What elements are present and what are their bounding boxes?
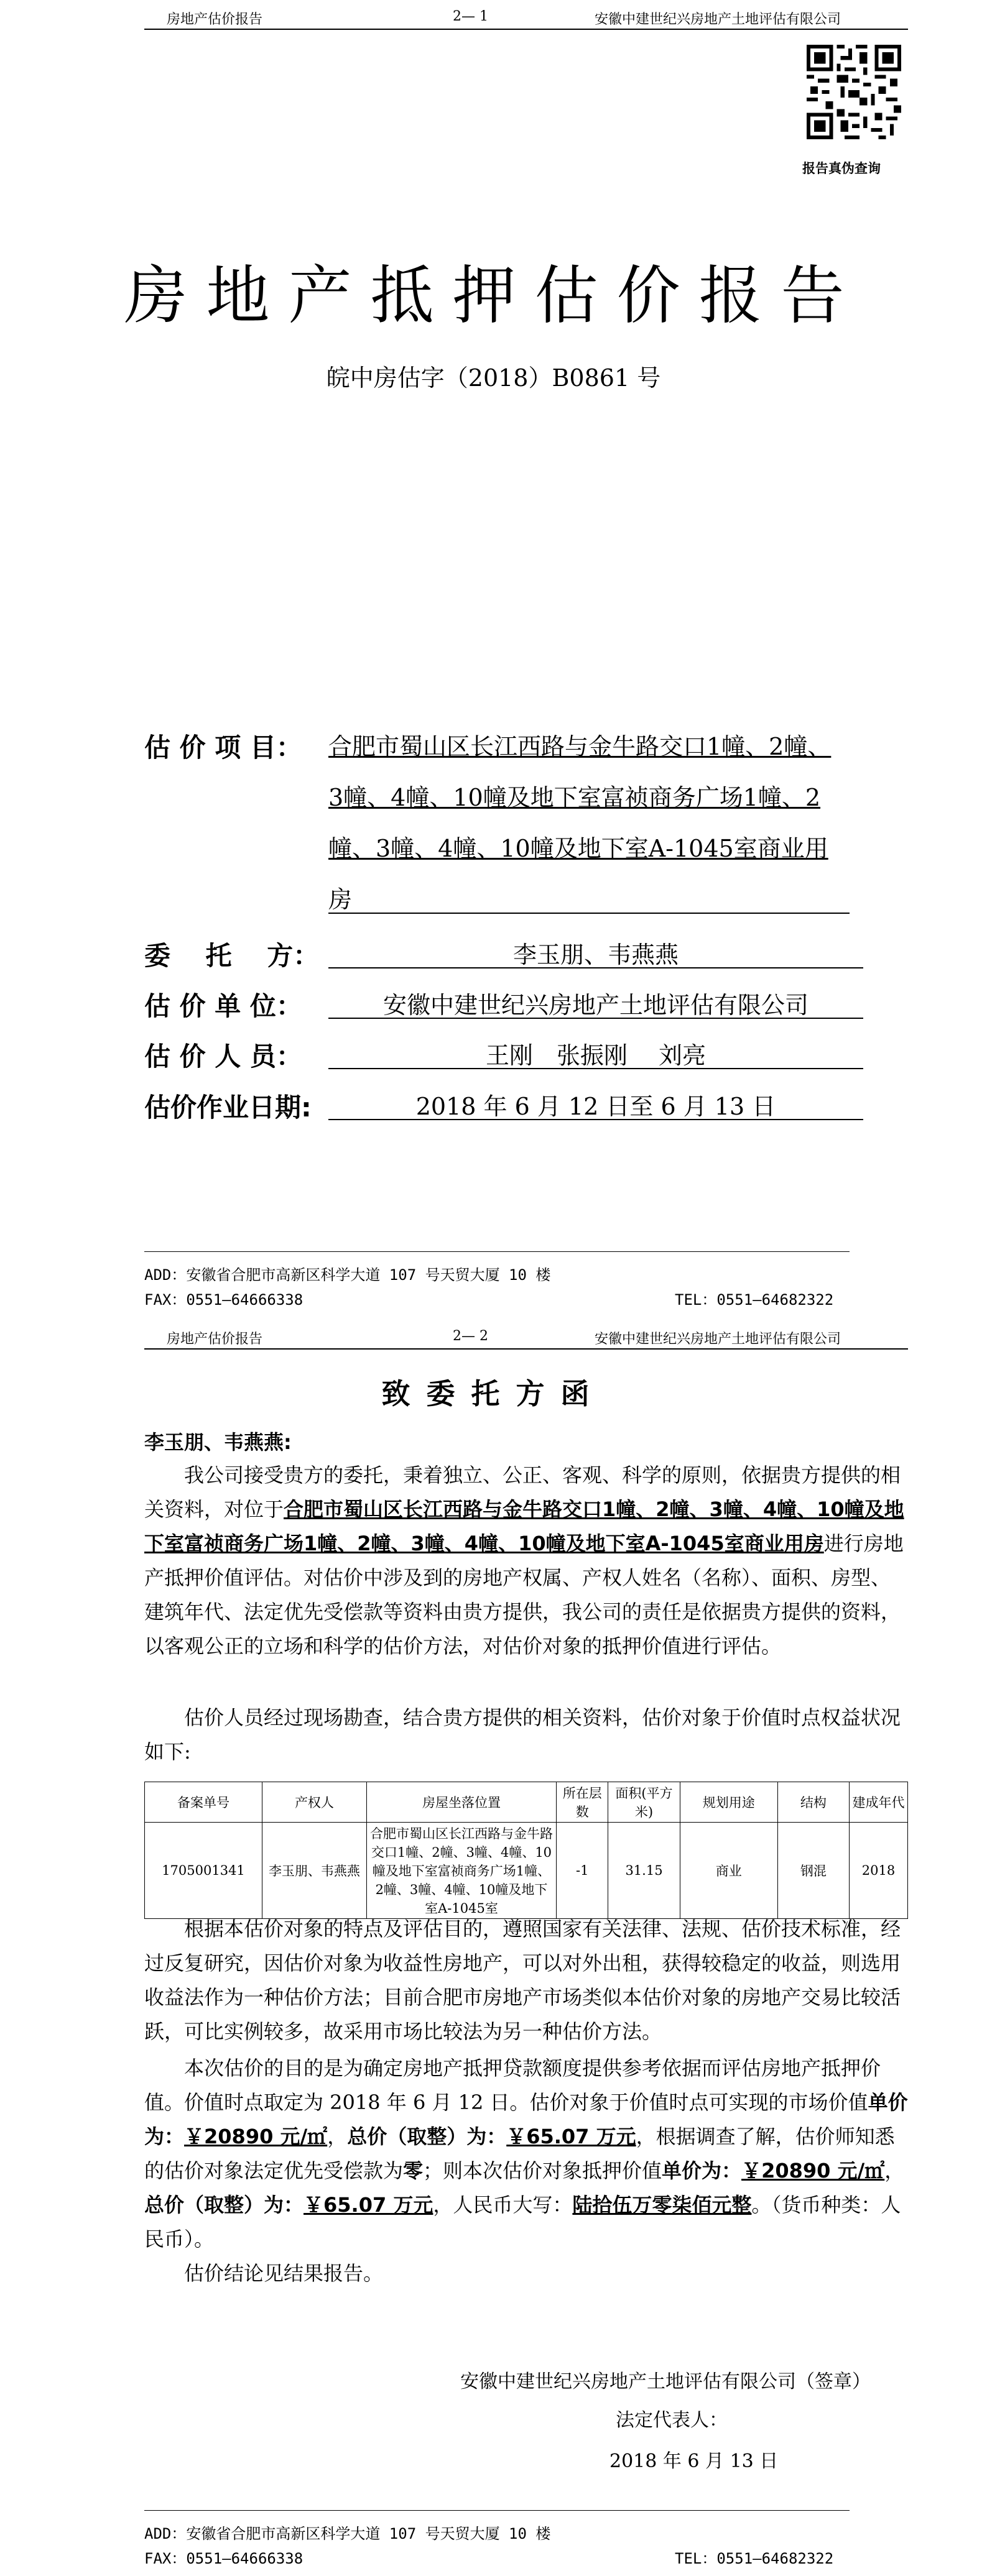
paragraph-4: 本次估价的目的是为确定房地产抵押贷款额度提供参考依据而评估房地产抵押价值。价值时点取定为 2018 年 6 月 12 日。估价对象于价值时点可实现的市场价值单价为：￥20890 元/㎡，总价（取整）为：￥65.07 万元，根据调查了解，估价师知悉的估价对象法定优先受偿款为零；则本次估价对象抵押价值单价为：￥20890 元/㎡，总价（取整）为：￥65.07 万元，人民币大写：陆拾伍万零柒佰元整。（货币种类：人民币）。 (144, 2056, 908, 2251)
footer-address: ADD：安徽省合肥市高新区科学大道 107 号天贸大厦 10 楼 (144, 1266, 551, 1284)
signature-date: 2018 年 6 月 13 日 (609, 2450, 779, 2472)
property-location: 合肥市蜀山区长江西路与金牛路交口1幢、2幢、3幢、4幢、10幢及地下室富祯商务广场1幢、2幢、3幢、4幢、10幢及地下室A-1045室商业用房 (144, 1497, 904, 1555)
total-price: ￥65.07 万元 (506, 2125, 636, 2148)
work-date-label: 估价作业日期: (144, 1092, 312, 1123)
date-underline (328, 1119, 863, 1120)
report-number: 皖中房估字（2018）B0861 号 (326, 364, 661, 392)
cell-floor: -1 (557, 1823, 608, 1919)
footer-fax: FAX：0551—64666338 (144, 2550, 304, 2567)
cell-area: 31.15 (608, 1823, 680, 1919)
staff-underline (328, 1068, 863, 1069)
col-header: 所在层数 (557, 1782, 608, 1823)
cell-structure: 钢混 (777, 1823, 849, 1919)
col-header: 规划用途 (680, 1782, 777, 1823)
mortgage-unit-price: ￥20890 元/㎡ (741, 2159, 885, 2183)
page1-header-right: 安徽中建世纪兴房地产土地评估有限公司 (595, 12, 841, 27)
paragraph-2: 估价人员经过现场勘查，结合贵方提供的相关资料，估价对象于价值时点权益状况如下: (144, 1706, 901, 1764)
page2-header-page: 2— 2 (453, 1328, 488, 1344)
unit-price: ￥20890 元/㎡ (184, 2125, 328, 2148)
project-label: 估 价 项 目： (144, 732, 302, 763)
footer-rule (144, 2510, 850, 2511)
paragraph-3: 根据本估价对象的特点及评估目的，遵照国家有关法律、法规、估价技术标准，经过反复研究，因估价对象为收益性房地产，可以对外出租，获得较稳定的收益，则选用收益法作为一种估价方法；目前合肥市房地产市场类似本估价对象的房地产交易比较活跃，可比实例较多，故采用市场比较法为另一种估价方法。 (144, 1917, 901, 2043)
client-label: 委 托 方： (144, 941, 320, 971)
project-line: 合肥市蜀山区长江西路与金牛路交口1幢、2幢、 (328, 733, 832, 760)
cell-location: 合肥市蜀山区长江西路与金牛路交口1幢、2幢、3幢、4幢、10幢及地下室富祯商务广场1幢、2幢、3幢、4幢、10幢及地下室A-1045室 (366, 1823, 556, 1919)
client-underline (328, 967, 863, 968)
salutation: 李玉朋、韦燕燕: (144, 1430, 292, 1454)
page2-header-left: 房地产估价报告 (167, 1332, 263, 1347)
project-line: 房 (328, 886, 353, 913)
col-header: 备案单号 (145, 1782, 262, 1823)
cell-year: 2018 (849, 1823, 907, 1919)
footer-tel: TEL：0551—64682322 (675, 2550, 834, 2567)
footer-fax: FAX：0551—64666338 (144, 1291, 304, 1309)
appraiser-staff-value: 王刚 张振刚 刘亮 (485, 1042, 707, 1069)
header-rule (144, 29, 908, 30)
footer-address: ADD：安徽省合肥市高新区科学大道 107 号天贸大厦 10 楼 (144, 2525, 551, 2542)
footer-tel: TEL：0551—64682322 (675, 1291, 834, 1309)
col-header: 产权人 (262, 1782, 367, 1823)
client-value: 李玉朋、韦燕燕 (512, 941, 679, 968)
project-line: 3幢、4幢、10幢及地下室富祯商务广场1幢、2 (328, 784, 821, 811)
table-header-row (145, 1782, 908, 1823)
qr-verify-label: 报告真伪查询 (802, 161, 881, 176)
footer-rule (144, 1251, 850, 1252)
table-row (145, 1823, 908, 1919)
project-underline (328, 913, 850, 914)
mortgage-total-price: ￥65.07 万元 (304, 2193, 433, 2217)
col-header: 房屋坐落位置 (366, 1782, 556, 1823)
appraiser-staff-label: 估 价 人 员： (144, 1041, 302, 1072)
signature-company: 安徽中建世纪兴房地产土地评估有限公司（签章） (460, 2371, 871, 2393)
work-date-value: 2018 年 6 月 12 日至 6 月 13 日 (415, 1093, 776, 1120)
letter-title: 致委托方函 (381, 1377, 606, 1410)
property-table (144, 1782, 908, 1919)
header-rule (144, 1348, 908, 1350)
qr-code-icon[interactable] (807, 45, 901, 139)
page1-header-left: 房地产估价报告 (167, 12, 263, 27)
report-title: 房地产抵押估价报告 (124, 259, 863, 333)
appraiser-unit-label: 估 价 单 位： (144, 991, 302, 1021)
appraiser-unit-value: 安徽中建世纪兴房地产土地评估有限公司 (382, 991, 809, 1019)
col-header: 结构 (777, 1782, 849, 1823)
cell-record-no: 1705001341 (145, 1823, 262, 1919)
signature-legal-rep: 法定代表人： (616, 2409, 728, 2431)
paragraph-5: 估价结论见结果报告。 (184, 2261, 384, 2285)
page1-header-page: 2— 1 (453, 9, 488, 24)
col-header: 建成年代 (849, 1782, 907, 1823)
unit-underline (328, 1018, 863, 1019)
paragraph-1: 我公司接受贵方的委托，秉着独立、公正、客观、科学的原则，依据贵方提供的相关资料，对位于合肥市蜀山区长江西路与金牛路交口1幢、2幢、3幢、4幢、10幢及地下室富祯商务广场1幢、2幢、3幢、4幢、10幢及地下室A-1045室商业用房进行房地产抵押价值评估。对估价中涉及到的房地产权属、产权人姓名（名称）、面积、房型、建筑年代、法定优先受偿款等资料由贵方提供，我公司的责任是依据贵方提供的资料，以客观公正的立场和科学的估价方法，对估价对象的抵押价值进行评估。 (144, 1463, 904, 1658)
project-line: 幢、3幢、4幢、10幢及地下室A-1045室商业用 (328, 835, 828, 862)
col-header: 面积(平方米) (608, 1782, 680, 1823)
amount-in-words: 陆拾伍万零柒佰元整 (572, 2193, 752, 2217)
cell-owner: 李玉朋、韦燕燕 (262, 1823, 367, 1919)
cell-usage: 商业 (680, 1823, 777, 1919)
page2-header-right: 安徽中建世纪兴房地产土地评估有限公司 (595, 1332, 841, 1347)
